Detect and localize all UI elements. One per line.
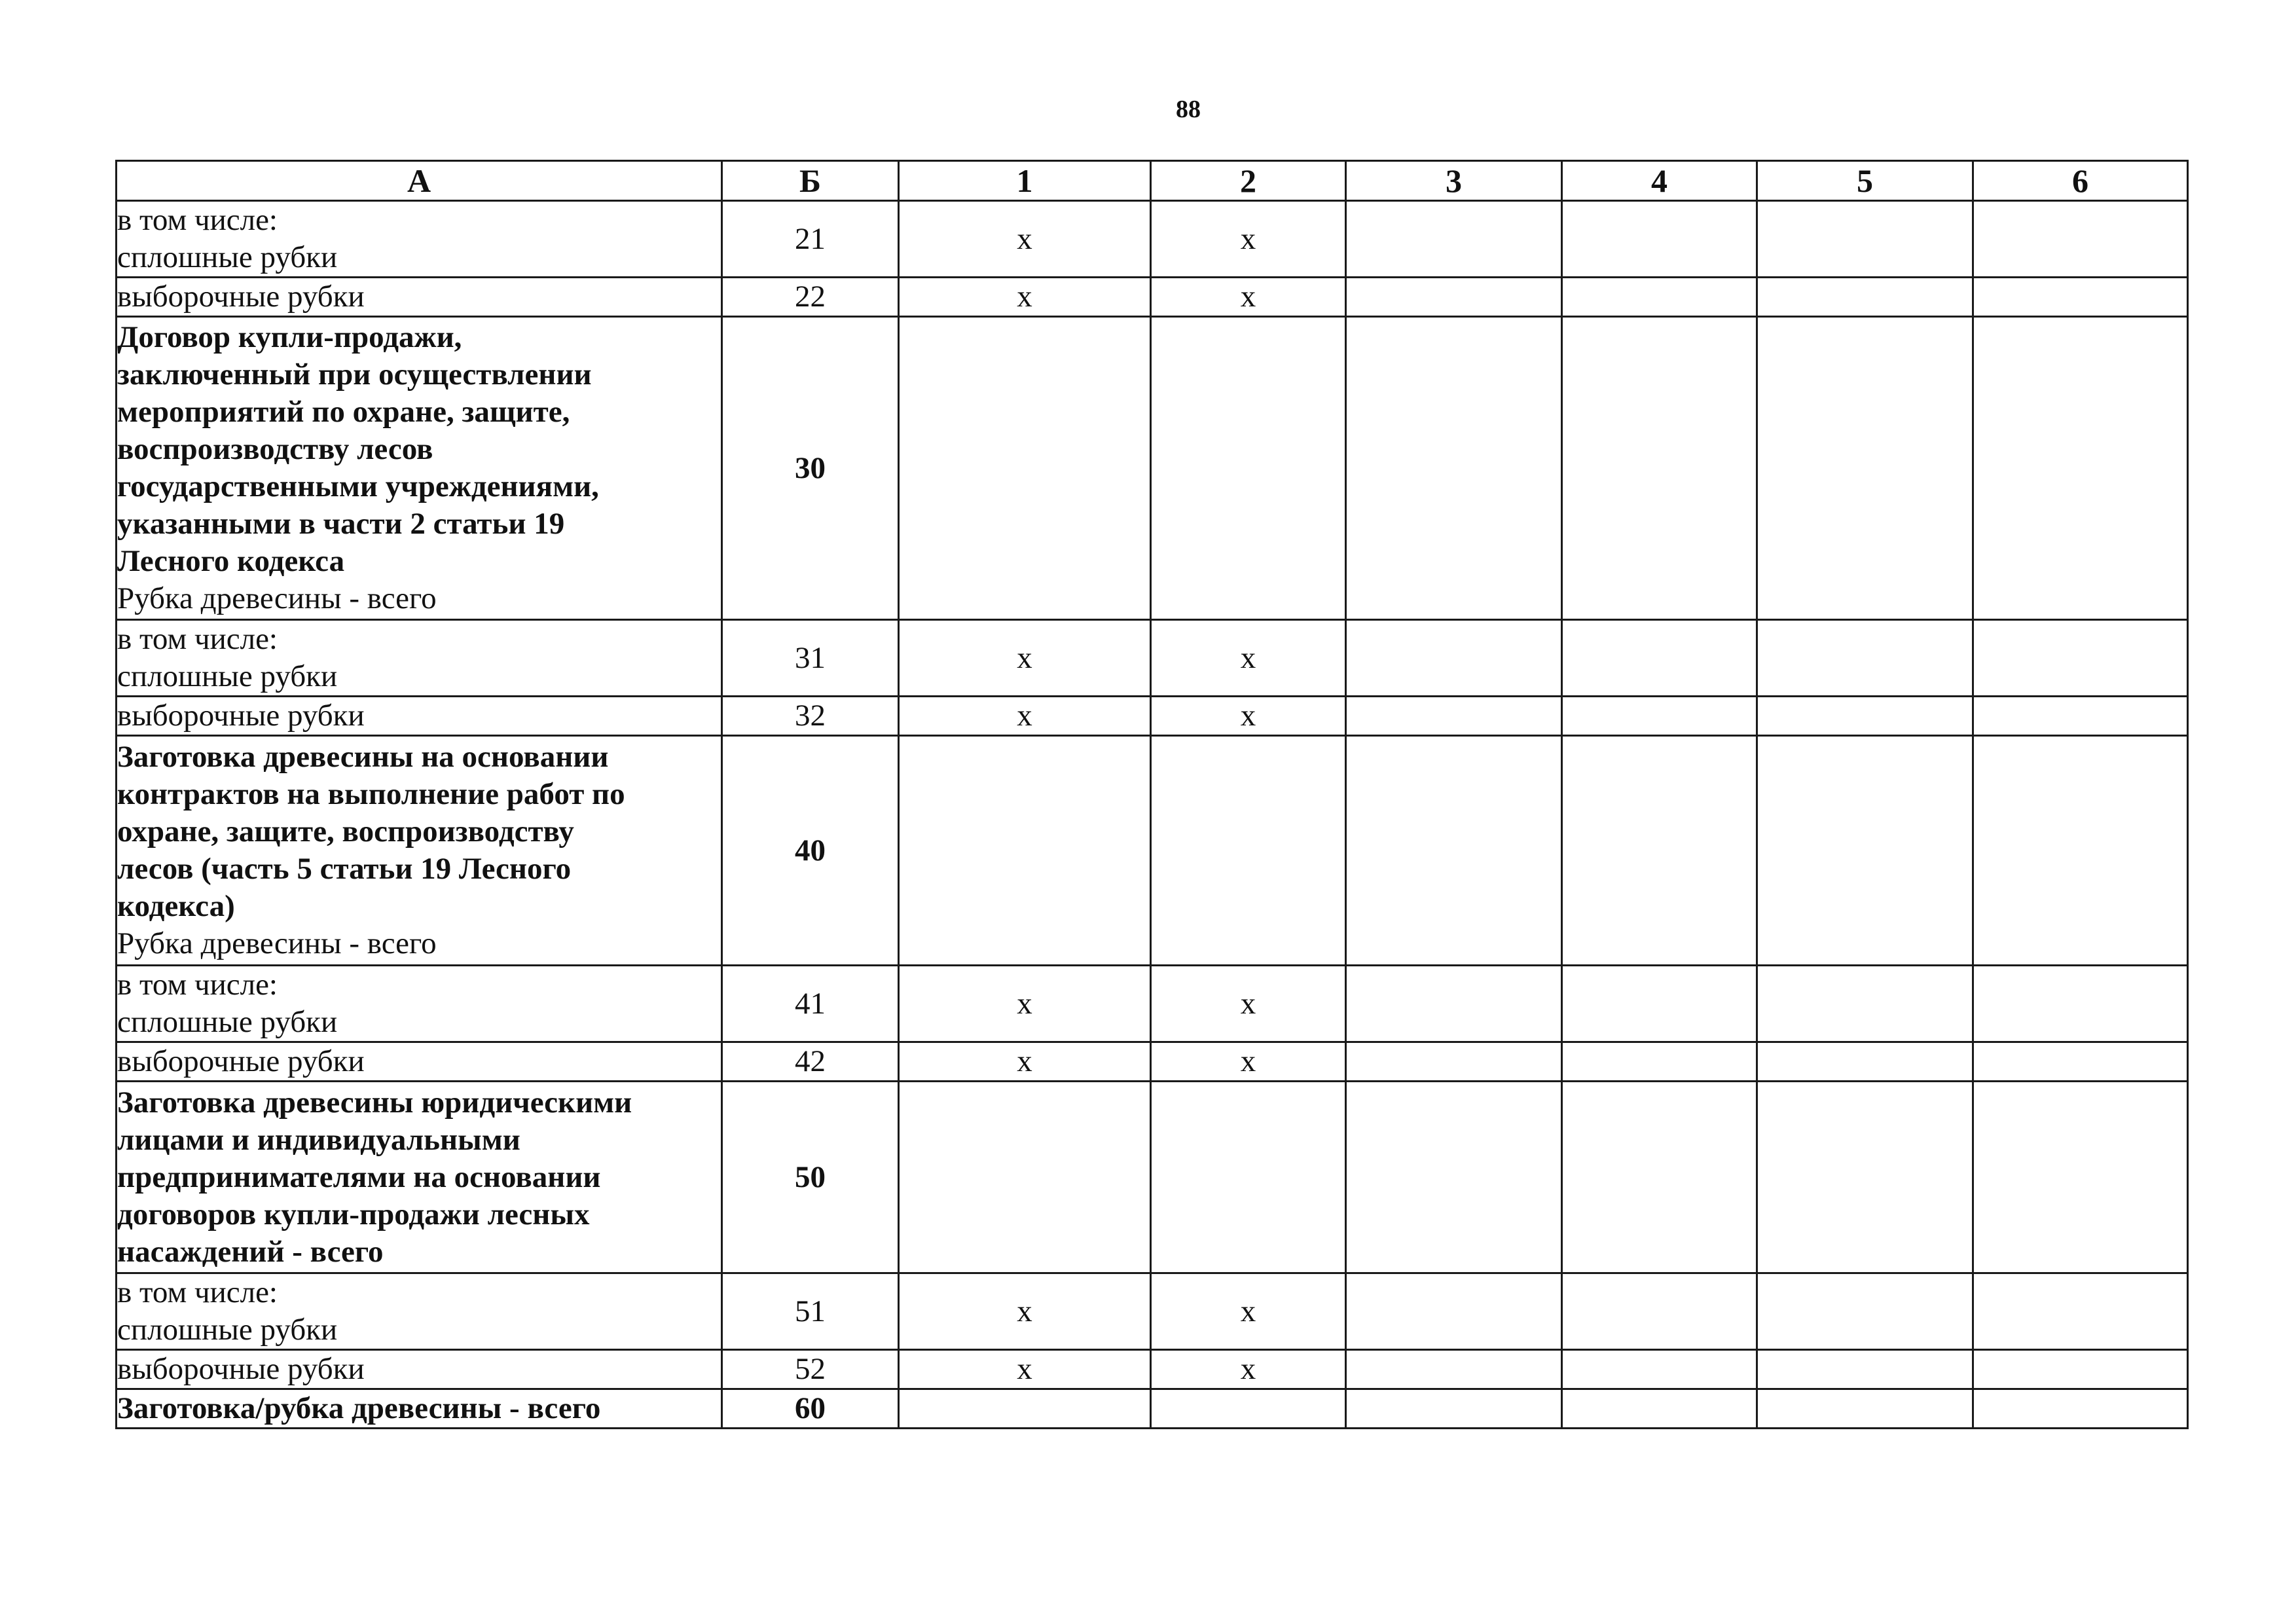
cell-col-1: [899, 1082, 1151, 1273]
label-line: Рубка древесины - всего: [117, 581, 437, 615]
label-line: в том числе:: [117, 968, 278, 1002]
label-line-bold: договоров купли-продажи лесных: [117, 1197, 590, 1231]
cell-col-1: х: [899, 697, 1151, 736]
row-code: 60: [722, 1389, 899, 1429]
label-line-bold: Договор купли-продажи,: [117, 320, 462, 354]
cell-col-1: [899, 736, 1151, 966]
cell-col-6: [1973, 1389, 2188, 1429]
cell-col-2: х: [1151, 620, 1346, 697]
header-col-b: Б: [722, 161, 899, 201]
cell-col-3: [1346, 1082, 1562, 1273]
label-line-bold: предпринимателями на основании: [117, 1159, 601, 1194]
cell-col-3: [1346, 201, 1562, 278]
table-row: [117, 966, 2188, 1042]
cell-col-2: [1151, 1389, 1346, 1429]
row-code: 41: [722, 966, 899, 1042]
header-col-5: 5: [1757, 161, 1973, 201]
cell-col-6: [1973, 1042, 2188, 1082]
cell-col-2: х: [1151, 1350, 1346, 1389]
row-code: 30: [722, 317, 899, 620]
cell-col-3: [1346, 1042, 1562, 1082]
cell-col-2: х: [1151, 1273, 1346, 1350]
cell-col-1: х: [899, 966, 1151, 1042]
label-line-bold: насаждений - всего: [117, 1234, 384, 1269]
cell-col-4: [1562, 1273, 1757, 1350]
label-line: выборочные рубки: [117, 1352, 365, 1386]
row-code: 50: [722, 1082, 899, 1273]
row-code: 31: [722, 620, 899, 697]
cell-col-2: х: [1151, 966, 1346, 1042]
row-code: 52: [722, 1350, 899, 1389]
label-line: в том числе:: [117, 203, 278, 237]
row-label: [117, 620, 722, 697]
row-label: [117, 966, 722, 1042]
label-line-bold: Заготовка древесины юридическими: [117, 1085, 632, 1120]
label-line-bold: воспроизводству лесов: [117, 432, 433, 466]
label-line-bold: государственными учреждениями,: [117, 469, 599, 503]
label-line-bold: указанными в части 2 статьи 19: [117, 507, 565, 541]
report-table: [115, 160, 2189, 1429]
row-label: [117, 1389, 722, 1429]
label-line-bold: охране, защите, воспроизводству: [117, 814, 574, 848]
cell-col-4: [1562, 1082, 1757, 1273]
cell-col-5: [1757, 966, 1973, 1042]
label-line: выборочные рубки: [117, 1044, 365, 1078]
row-label: [117, 278, 722, 317]
row-code: 22: [722, 278, 899, 317]
header-col-6: 6: [1973, 161, 2188, 201]
label-line: Рубка древесины - всего: [117, 926, 437, 960]
row-code: 51: [722, 1273, 899, 1350]
cell-col-6: [1973, 1350, 2188, 1389]
label-line-bold: заключенный при осуществлении: [117, 357, 592, 392]
header-col-2: 2: [1151, 161, 1346, 201]
label-line-bold: Заготовка/рубка древесины - всего: [117, 1391, 601, 1425]
label-line-bold: лесов (часть 5 статьи 19 Лесного: [117, 852, 572, 886]
table-header-row: [117, 161, 2188, 201]
table-row: [117, 1350, 2188, 1389]
row-label: [117, 1042, 722, 1082]
label-line: выборочные рубки: [117, 280, 365, 314]
cell-col-3: [1346, 966, 1562, 1042]
label-line: выборочные рубки: [117, 699, 365, 733]
row-code: 42: [722, 1042, 899, 1082]
cell-col-5: [1757, 278, 1973, 317]
row-label: [117, 1273, 722, 1350]
table-row: [117, 620, 2188, 697]
cell-col-4: [1562, 317, 1757, 620]
cell-col-6: [1973, 697, 2188, 736]
cell-col-6: [1973, 620, 2188, 697]
table-row: [117, 736, 2188, 966]
cell-col-3: [1346, 736, 1562, 966]
cell-col-6: [1973, 966, 2188, 1042]
cell-col-2: х: [1151, 1042, 1346, 1082]
cell-col-5: [1757, 1042, 1973, 1082]
cell-col-4: [1562, 278, 1757, 317]
cell-col-3: [1346, 1389, 1562, 1429]
label-line: сплошные рубки: [117, 1313, 338, 1347]
cell-col-5: [1757, 317, 1973, 620]
cell-col-4: [1562, 1350, 1757, 1389]
cell-col-2: х: [1151, 278, 1346, 317]
cell-col-1: х: [899, 278, 1151, 317]
table-row: [117, 201, 2188, 278]
row-label: [117, 1082, 722, 1273]
cell-col-2: х: [1151, 697, 1346, 736]
cell-col-5: [1757, 1082, 1973, 1273]
label-line: в том числе:: [117, 622, 278, 656]
table-row: [117, 1273, 2188, 1350]
cell-col-1: [899, 1389, 1151, 1429]
row-label: [117, 1350, 722, 1389]
label-line-bold: мероприятий по охране, защите,: [117, 395, 570, 429]
cell-col-3: [1346, 317, 1562, 620]
cell-col-4: [1562, 1042, 1757, 1082]
label-line-bold: лицами и индивидуальными: [117, 1122, 520, 1157]
row-code: 40: [722, 736, 899, 966]
cell-col-3: [1346, 1273, 1562, 1350]
cell-col-3: [1346, 697, 1562, 736]
table-row: [117, 1082, 2188, 1273]
cell-col-5: [1757, 201, 1973, 278]
row-label: [117, 317, 722, 620]
cell-col-5: [1757, 736, 1973, 966]
label-line-bold: Лесного кодекса: [117, 544, 345, 578]
cell-col-6: [1973, 1273, 2188, 1350]
cell-col-3: [1346, 1350, 1562, 1389]
cell-col-5: [1757, 1273, 1973, 1350]
cell-col-4: [1562, 966, 1757, 1042]
header-col-1: 1: [899, 161, 1151, 201]
row-label: [117, 201, 722, 278]
cell-col-3: [1346, 278, 1562, 317]
page-number: 88: [1176, 96, 1201, 123]
cell-col-6: [1973, 317, 2188, 620]
row-label: [117, 697, 722, 736]
label-line: в том числе:: [117, 1275, 278, 1309]
cell-col-5: [1757, 697, 1973, 736]
cell-col-5: [1757, 1350, 1973, 1389]
table-row: [117, 697, 2188, 736]
cell-col-1: х: [899, 1350, 1151, 1389]
cell-col-1: х: [899, 201, 1151, 278]
row-label: [117, 736, 722, 966]
cell-col-4: [1562, 1389, 1757, 1429]
cell-col-2: [1151, 1082, 1346, 1273]
cell-col-4: [1562, 697, 1757, 736]
cell-col-6: [1973, 278, 2188, 317]
table-row: [117, 278, 2188, 317]
label-line-bold: кодекса): [117, 889, 235, 923]
label-line: сплошные рубки: [117, 659, 338, 693]
table-row: [117, 1042, 2188, 1082]
cell-col-4: [1562, 201, 1757, 278]
cell-col-2: х: [1151, 201, 1346, 278]
row-code: 32: [722, 697, 899, 736]
table-row: [117, 1389, 2188, 1429]
header-col-a: А: [117, 161, 722, 201]
header-col-3: 3: [1346, 161, 1562, 201]
cell-col-3: [1346, 620, 1562, 697]
cell-col-5: [1757, 620, 1973, 697]
label-line-bold: Заготовка древесины на основании: [117, 740, 609, 774]
cell-col-4: [1562, 620, 1757, 697]
label-line: сплошные рубки: [117, 1005, 338, 1039]
table-row: [117, 317, 2188, 620]
cell-col-5: [1757, 1389, 1973, 1429]
cell-col-1: х: [899, 620, 1151, 697]
label-line: сплошные рубки: [117, 240, 338, 274]
header-col-4: 4: [1562, 161, 1757, 201]
cell-col-6: [1973, 736, 2188, 966]
row-code: 21: [722, 201, 899, 278]
cell-col-4: [1562, 736, 1757, 966]
cell-col-1: [899, 317, 1151, 620]
cell-col-1: х: [899, 1273, 1151, 1350]
cell-col-2: [1151, 317, 1346, 620]
cell-col-6: [1973, 201, 2188, 278]
cell-col-2: [1151, 736, 1346, 966]
cell-col-1: х: [899, 1042, 1151, 1082]
label-line-bold: контрактов на выполнение работ по: [117, 777, 625, 811]
cell-col-6: [1973, 1082, 2188, 1273]
